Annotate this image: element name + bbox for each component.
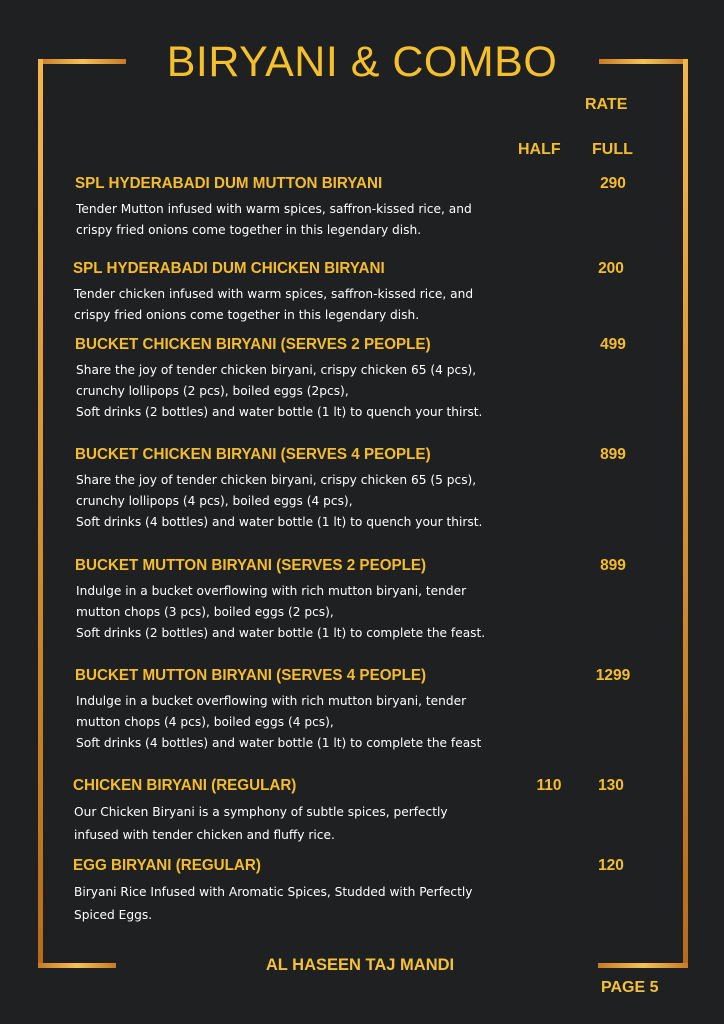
- item-name: EGG BIRYANI (REGULAR): [73, 857, 261, 874]
- description-line: mutton chops (3 pcs), boiled eggs (2 pcs),: [76, 605, 334, 619]
- page-title: BIRYANI & COMBO: [166, 38, 558, 86]
- frame-right: [683, 59, 688, 968]
- description-line: Soft drinks (4 bottles) and water bottle (1 lt) to quench your thirst.: [76, 515, 483, 529]
- item-full-price: 200: [598, 260, 624, 277]
- description-line: Biryani Rice Infused with Aromatic Spices, Studded with Perfectly: [74, 885, 473, 899]
- item-name: BUCKET MUTTON BIRYANI (SERVES 2 PEOPLE): [75, 557, 427, 574]
- item-full-price: 899: [600, 446, 626, 463]
- description-line: Share the joy of tender chicken biryani, crispy chicken 65 (5 pcs),: [76, 473, 477, 487]
- item-name: CHICKEN BIRYANI (REGULAR): [73, 777, 297, 794]
- frame-bottom-right: [598, 963, 688, 968]
- description-line: Soft drinks (4 bottles) and water bottle (1 lt) to complete the feast: [76, 736, 482, 750]
- item-description: [74, 801, 514, 847]
- description-line: Indulge in a bucket overflowing with rich mutton biryani, tender: [76, 584, 467, 598]
- description-line: Our Chicken Biryani is a symphony of subtle spices, perfectly: [74, 805, 448, 819]
- item-description: [76, 691, 516, 754]
- description-line: Soft drinks (2 bottles) and water bottle (1 lt) to complete the feast.: [76, 626, 486, 640]
- description-line: Spiced Eggs.: [74, 908, 153, 922]
- description-line: Indulge in a bucket overflowing with rich mutton biryani, tender: [76, 694, 467, 708]
- item-full-price: 499: [600, 336, 626, 353]
- item-name: BUCKET CHICKEN BIRYANI (SERVES 2 PEOPLE): [75, 336, 431, 353]
- item-full-price: 899: [600, 557, 626, 574]
- item-description: [74, 284, 514, 326]
- description-line: crunchy lollipops (2 pcs), boiled eggs (2pcs),: [76, 384, 349, 398]
- item-full-price: 120: [598, 857, 624, 874]
- description-line: mutton chops (4 pcs), boiled eggs (4 pcs),: [76, 715, 334, 729]
- item-name: SPL HYDERABADI DUM MUTTON BIRYANI: [75, 175, 383, 192]
- frame-top-right: [599, 59, 688, 64]
- description-line: Soft drinks (2 bottles) and water bottle (1 lt) to quench your thirst.: [76, 405, 483, 419]
- description-line: infused with tender chicken and fluffy rice.: [74, 828, 335, 842]
- item-description: [76, 470, 516, 533]
- full-header: FULL: [592, 141, 633, 158]
- item-description: [76, 199, 516, 241]
- frame-top-left: [38, 59, 126, 64]
- item-name: BUCKET MUTTON BIRYANI (SERVES 4 PEOPLE): [75, 667, 427, 684]
- item-name: SPL HYDERABADI DUM CHICKEN BIRYANI: [73, 260, 385, 277]
- page-number: PAGE 5: [601, 979, 659, 996]
- item-description: [74, 881, 514, 927]
- item-full-price: 130: [598, 777, 624, 794]
- description-line: crunchy lollipops (4 pcs), boiled eggs (4 pcs),: [76, 494, 353, 508]
- description-line: crispy fried onions come together in this legendary dish.: [76, 223, 422, 237]
- description-line: crispy fried onions come together in this legendary dish.: [74, 308, 420, 322]
- restaurant-name: AL HASEEN TAJ MANDI: [265, 956, 455, 974]
- item-description: [76, 360, 516, 423]
- item-description: [76, 581, 516, 644]
- item-half-price: 110: [536, 777, 562, 794]
- half-header: HALF: [518, 141, 561, 158]
- description-line: Tender chicken infused with warm spices, saffron-kissed rice, and: [74, 287, 474, 301]
- frame-bottom-left: [38, 963, 116, 968]
- frame-left: [38, 59, 43, 968]
- rate-header: RATE: [585, 96, 628, 113]
- item-name: BUCKET CHICKEN BIRYANI (SERVES 4 PEOPLE): [75, 446, 431, 463]
- item-full-price: 1299: [595, 667, 631, 684]
- description-line: Share the joy of tender chicken biryani, crispy chicken 65 (4 pcs),: [76, 363, 477, 377]
- description-line: Tender Mutton infused with warm spices, saffron-kissed rice, and: [76, 202, 472, 216]
- item-full-price: 290: [600, 175, 626, 192]
